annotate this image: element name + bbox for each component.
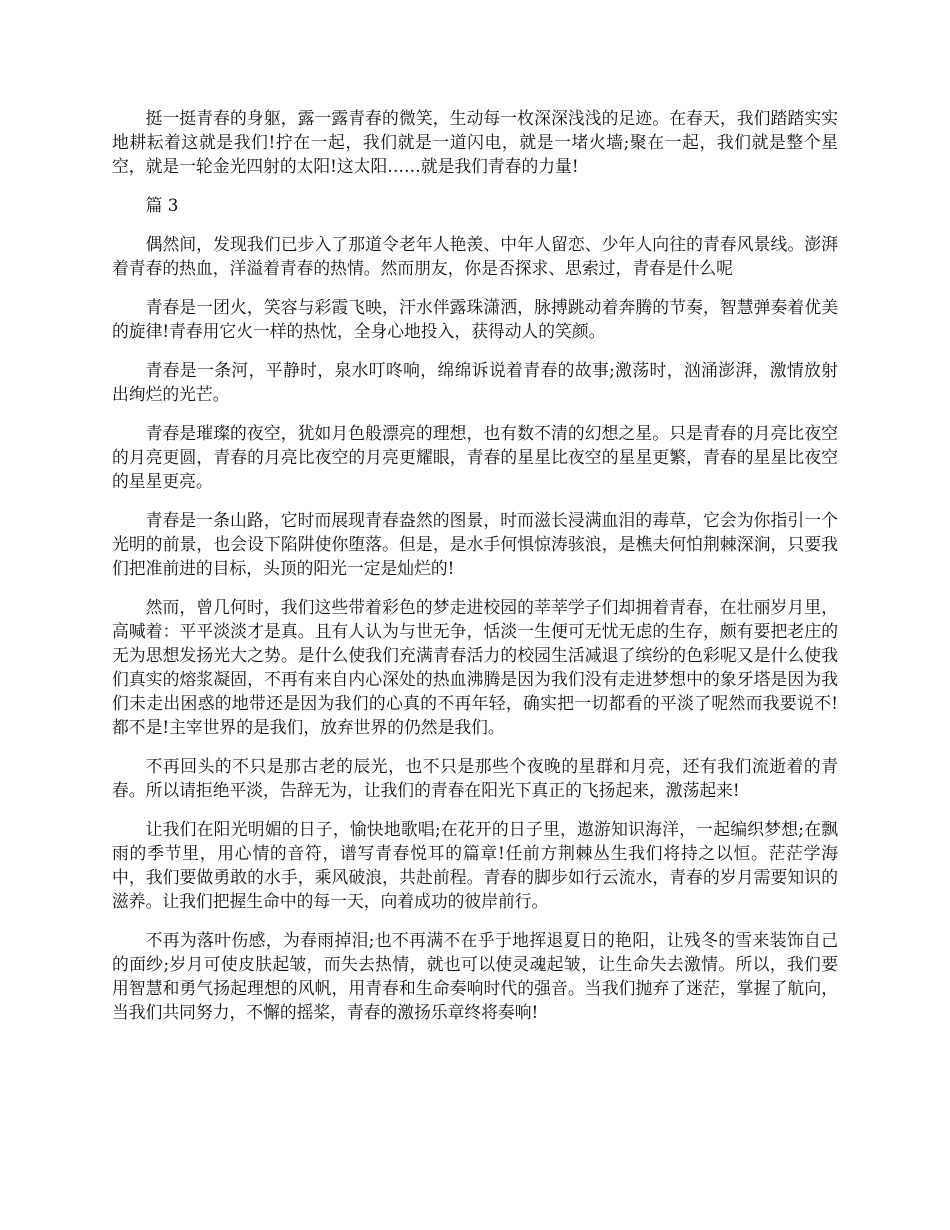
paragraph: 青春是一团火，笑容与彩霞飞映，汗水伴露珠潇洒，脉搏跳动着奔腾的节奏，智慧弹奏着优美的旋律!青春用它火一样的热忱，全身心地投入，获得动人的笑颜。 <box>112 297 838 341</box>
section-heading: 篇 3 <box>145 195 179 215</box>
document-page <box>112 106 838 1039</box>
paragraph: 偶然间，发现我们已步入了那道令老年人艳羡、中年人留恋、少年人向往的青春风景线。澎湃着青春的热血，洋溢着青春的热情。然而朋友，你是否探求、思索过，青春是什么呢 <box>112 234 838 278</box>
paragraph: 青春是璀璨的夜空，犹如月色般漂亮的理想，也有数不清的幻想之星。只是青春的月亮比夜空的月亮更圆，青春的月亮比夜空的月亮更耀眼，青春的星星比夜空的星星更繁，青春的星星比夜空的星星更亮。 <box>112 423 838 491</box>
paragraph: 不再为落叶伤感，为春雨掉泪;也不再满不在乎于地挥退夏日的艳阳，让残冬的雪来装饰自己的面纱;岁月可使皮肤起皱，而失去热情，就也可以使灵魂起皱，让生命失去激情。所以，我们要用智慧和勇气扬起理想的风帆，用青春和生命奏响时代的强音。当我们抛弃了迷茫，掌握了航向，当我们共同努力，不懈的摇桨，青春的激扬乐章终将奏响! <box>112 930 838 1022</box>
paragraph: 挺一挺青春的身躯，露一露青春的微笑，生动每一枚深深浅浅的足迹。在春天，我们踏踏实实地耕耘着这就是我们!拧在一起，我们就是一道闪电，就是一堵火墙;聚在一起，我们就是整个星空，就是一轮金光四射的太阳!这太阳……就是我们青春的力量! <box>112 108 838 176</box>
paragraph: 不再回头的不只是那古老的辰光，也不只是那些个夜晚的星群和月亮，还有我们流逝着的青春。所以请拒绝平淡，告辞无为，让我们的青春在阳光下真正的飞扬起来，激荡起来! <box>112 756 838 800</box>
paragraph: 让我们在阳光明媚的日子，愉快地歌唱;在花开的日子里，遨游知识海洋，一起编织梦想;在飘雨的季节里，用心情的音符，谱写青春悦耳的篇章!任前方荆棘丛生我们将持之以恒。茫茫学海中，我们要做勇敢的水手，乘风破浪，共赴前程。青春的脚步如行云流水，青春的岁月需要知识的滋养。让我们把握生命中的每一天，向着成功的彼岸前行。 <box>112 819 838 911</box>
paragraph: 然而，曾几何时，我们这些带着彩色的梦走进校园的莘莘学子们却拥着青春，在壮丽岁月里，高喊着：平平淡淡才是真。且有人认为与世无争，恬淡一生便可无忧无虑的生存，颇有要把老庄的无为思想发扬光大之势。是什么使我们充满青春活力的校园生活减退了缤纷的色彩呢又是什么使我们真实的熔浆凝固，不再有来自内心深处的热血沸腾是因为我们没有走进梦想中的象牙塔是因为我们未走出困惑的地带还是因为我们的心真的不再年轻，确实把一切都看的平淡了呢然而我要说不!都不是!主宰世界的是我们，放弃世界的仍然是我们。 <box>112 597 838 737</box>
paragraph: 青春是一条河，平静时，泉水叮咚响，绵绵诉说着青春的故事;激荡时，汹涌澎湃，激情放射出绚烂的光芒。 <box>112 360 838 404</box>
paragraph: 青春是一条山路，它时而展现青春盎然的图景，时而滋长浸满血泪的毒草，它会为你指引一个光明的前景，也会设下陷阱使你堕落。但是，是水手何惧惊涛骇浪，是樵夫何怕荆棘深涧，只要我们把准前进的目标，头顶的阳光一定是灿烂的! <box>112 510 838 578</box>
